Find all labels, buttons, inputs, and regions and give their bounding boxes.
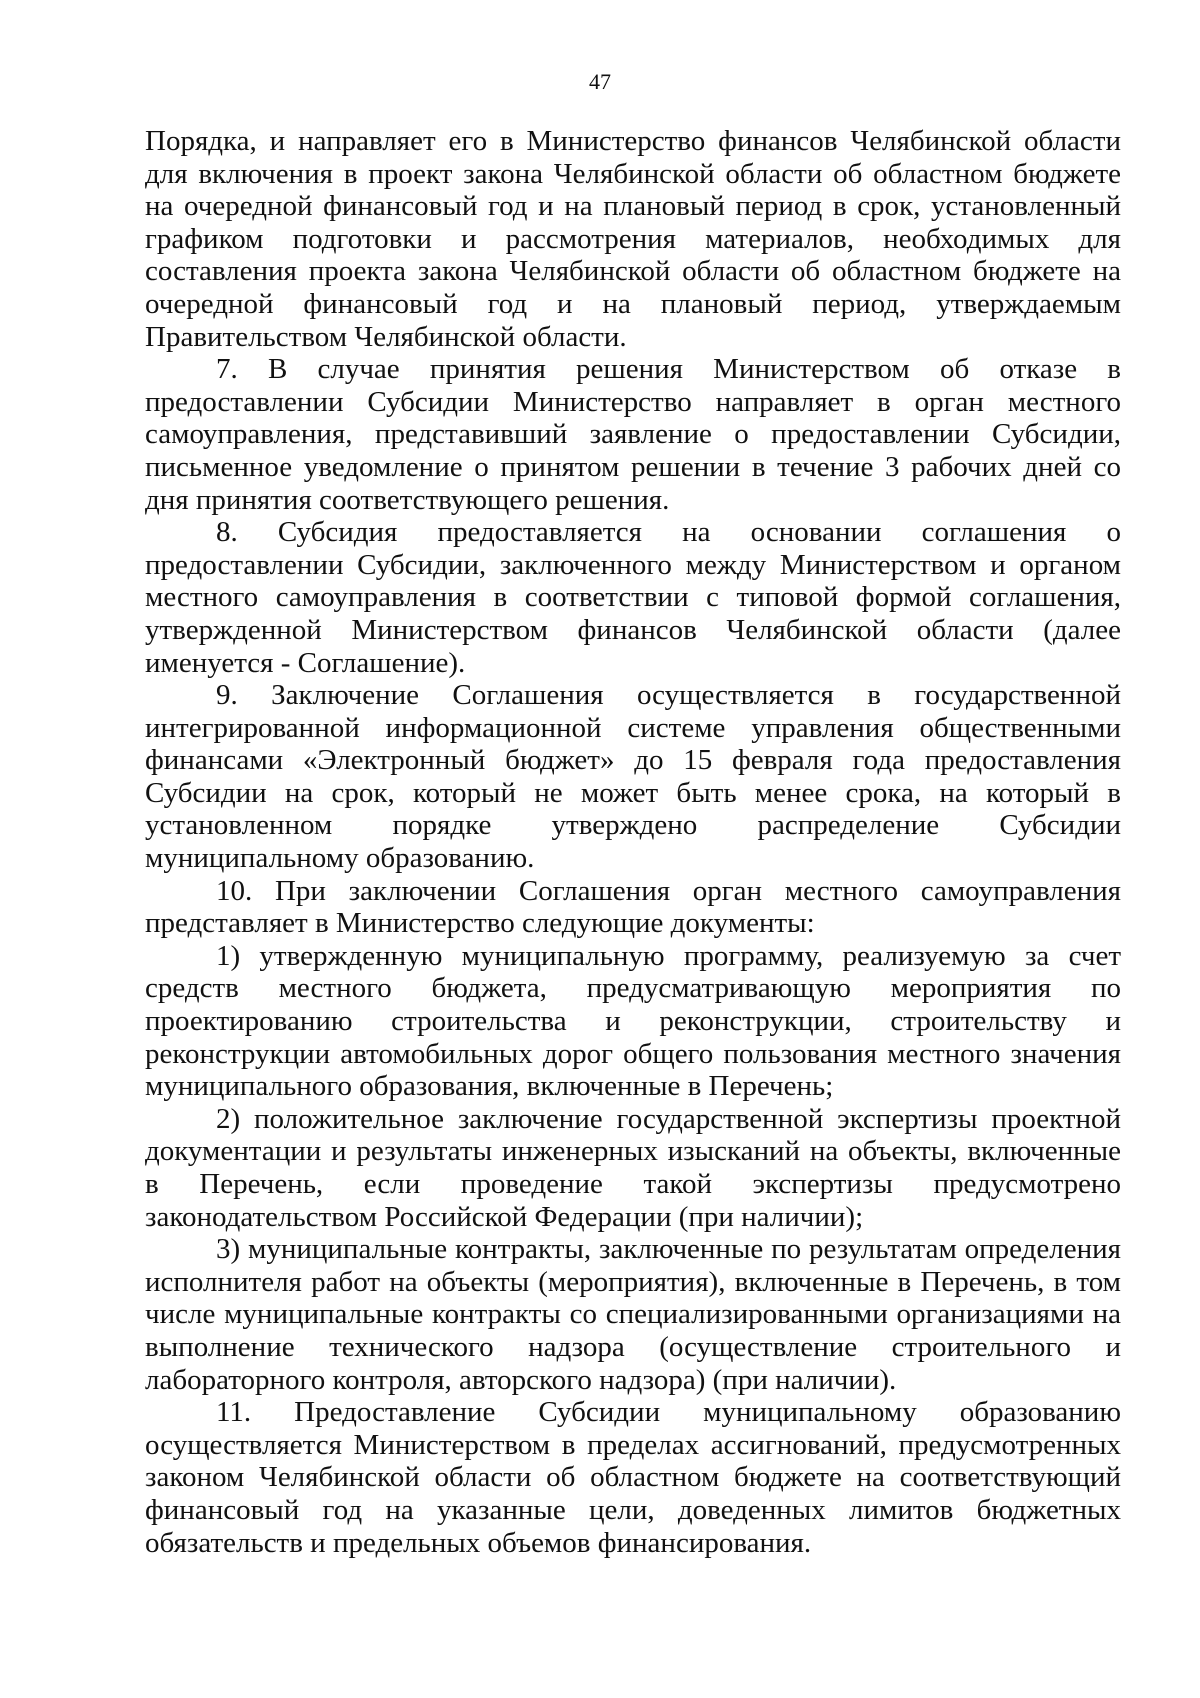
paragraph-8: 8. Субсидия предоставляется на основании соглашения о предоставлении Субсидии, заключенного между Министерством и органом местного самоуправления в соответствии с типовой формой соглашения, утвержденной Министерством финансов Челябинской области (далее именуется - Соглашение). xyxy=(145,516,1121,679)
paragraph-10: 10. При заключении Соглашения орган местного самоуправления представляет в Министерство следующие документы: xyxy=(145,874,1121,940)
paragraph-continuation: Порядка, и направляет его в Министерство финансов Челябинской области для включения в проект закона Челябинской области об областном бюджете на очередной финансовый год и на плановый период в срок, установленный графиком подготовки и рассмотрения материалов, необходимых для составления проекта закона Челябинской области об областном бюджете на очередной финансовый год и на плановый период, утверждаемым Правительством Челябинской области. xyxy=(145,125,1121,353)
paragraph-10-item-1: 1) утвержденную муниципальную программу, реализуемую за счет средств местного бюджета, предусматривающую мероприятия по проектированию строительства и реконструкции, строительству и реконструкции автомобильных дорог общего пользования местного значения муниципального образования, включенные в Перечень; xyxy=(145,939,1121,1103)
paragraph-10-item-2: 2) положительное заключение государственной экспертизы проектной документации и результаты инженерных изысканий на объекты, включенные в Перечень, если проведение такой экспертизы предусмотрено законодательством Российской Федерации (при наличии); xyxy=(145,1102,1121,1233)
paragraph-10-item-3: 3) муниципальные контракты, заключенные по результатам определения исполнителя работ на объекты (мероприятия), включенные в Перечень, в том числе муниципальные контракты со специализированными организациями на выполнение технического надзора (осуществление строительного и лабораторного контроля, авторского надзора) (при наличии). xyxy=(145,1233,1121,1396)
paragraph-9: 9. Заключение Соглашения осуществляется в государственной интегрированной информационной системе управления общественными финансами «Электронный бюджет» до 15 февраля года предоставления Субсидии на срок, который не может быть менее срока, на который в установленном порядке утверждено распределение Субсидии муниципальному образованию. xyxy=(145,679,1121,875)
paragraph-7: 7. В случае принятия решения Министерством об отказе в предоставлении Субсидии Министерство направляет в орган местного самоуправления, представивший заявление о предоставлении Субсидии, письменное уведомление о принятом решении в течение 3 рабочих дней со дня принятия соответствующего решения. xyxy=(145,353,1121,516)
document-body xyxy=(145,125,1121,1559)
page-number: 47 xyxy=(589,69,611,94)
paragraph-11: 11. Предоставление Субсидии муниципальному образованию осуществляется Министерством в пределах ассигнований, предусмотренных законом Челябинской области об областном бюджете на соответствующий финансовый год на указанные цели, доведенных лимитов бюджетных обязательств и предельных объемов финансирования. xyxy=(145,1396,1121,1559)
